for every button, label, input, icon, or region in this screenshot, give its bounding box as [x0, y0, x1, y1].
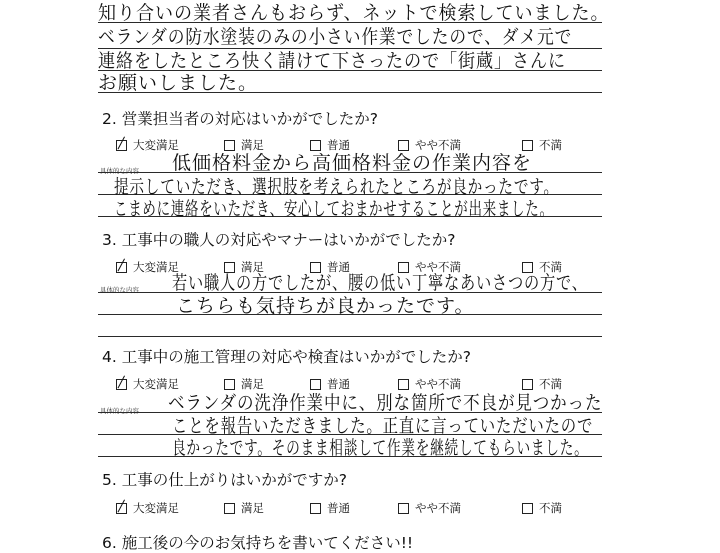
- handwritten-answer: 良かったです。そのまま相談して作業を継続してもらいました。: [172, 437, 589, 459]
- checkbox-checked[interactable]: [116, 503, 127, 514]
- option-very-satisfied[interactable]: 大変満足: [116, 137, 179, 153]
- question-6-title: 6. 施工後の今のお気持ちを書いてください!!: [102, 534, 414, 552]
- checkbox-checked[interactable]: [116, 262, 127, 273]
- checkbox[interactable]: [310, 503, 321, 514]
- option-very-satisfied[interactable]: 大変満足: [116, 259, 179, 275]
- handwritten-answer: 提示していただき、選択肢を考えられたところが良かったです。: [114, 176, 559, 198]
- option-satisfied[interactable]: 満足: [224, 137, 264, 153]
- handwritten-answer: 若い職人の方でしたが、腰の低い丁寧なあいさつの方で、: [172, 272, 588, 294]
- question-3-title: 3. 工事中の職人の対応やマナーはいかがでしたか?: [102, 231, 456, 249]
- option-dissatisfied[interactable]: 不満: [522, 500, 562, 516]
- detail-label: 具体的な内容: [100, 407, 139, 415]
- detail-label: 具体的な内容: [100, 167, 139, 175]
- option-dissatisfied[interactable]: 不満: [522, 259, 562, 275]
- option-dissatisfied[interactable]: 不満: [522, 137, 562, 153]
- option-dissatisfied[interactable]: 不満: [522, 376, 562, 392]
- option-somewhat-dissatisfied[interactable]: やや不満: [398, 376, 461, 392]
- option-neutral[interactable]: 普通: [310, 137, 350, 153]
- handwritten-answer: こちらも気持ちが良かったです。: [176, 295, 475, 317]
- checkbox[interactable]: [398, 503, 409, 514]
- handwritten-answer: こまめに連絡をいただき、安心しておまかせすることが出来ました。: [114, 198, 554, 220]
- option-neutral[interactable]: 普通: [310, 259, 350, 275]
- question-2-title: 2. 営業担当者の対応はいかがでしたか?: [102, 110, 378, 128]
- handwritten-answer: ベランダの防水塗装のみの小さい作業でしたので、ダメ元で: [98, 26, 573, 48]
- handwritten-answer: ことを報告いただきました。正直に言っていただいたので: [172, 415, 594, 437]
- checkbox-checked[interactable]: [116, 140, 127, 151]
- option-satisfied[interactable]: 満足: [224, 376, 264, 392]
- handwritten-answer: 知り合いの業者さんもおらず、ネットで検索していました。: [98, 2, 610, 24]
- checkbox[interactable]: [522, 503, 533, 514]
- option-somewhat-dissatisfied[interactable]: やや不満: [398, 259, 461, 275]
- detail-label: 具体的な内容: [100, 286, 139, 294]
- handwritten-answer: 連絡をしたところ快く請けて下さったので「街蔵」さんに: [98, 50, 567, 72]
- answer-line: [98, 336, 602, 337]
- question-4-title: 4. 工事中の施工管理の対応や検査はいかがでしたか?: [102, 348, 471, 366]
- question-5-title: 5. 工事の仕上がりはいかがですか?: [102, 471, 347, 489]
- option-neutral[interactable]: 普通: [310, 500, 350, 516]
- option-neutral[interactable]: 普通: [310, 376, 350, 392]
- checkbox-checked[interactable]: [116, 379, 127, 390]
- handwritten-answer: 低価格料金から高価格料金の作業内容を: [172, 152, 533, 174]
- option-very-satisfied[interactable]: 大変満足: [116, 500, 179, 516]
- handwritten-answer: お願いしました。: [98, 72, 259, 94]
- checkbox[interactable]: [224, 503, 235, 514]
- option-somewhat-dissatisfied[interactable]: やや不満: [398, 500, 461, 516]
- option-satisfied[interactable]: 満足: [224, 259, 264, 275]
- option-somewhat-dissatisfied[interactable]: やや不満: [398, 137, 461, 153]
- handwritten-answer: ベランダの洗浄作業中に、別な箇所で不良が見つかった: [168, 392, 603, 414]
- option-satisfied[interactable]: 満足: [224, 500, 264, 516]
- question-5-options: [116, 500, 596, 516]
- option-very-satisfied[interactable]: 大変満足: [116, 376, 179, 392]
